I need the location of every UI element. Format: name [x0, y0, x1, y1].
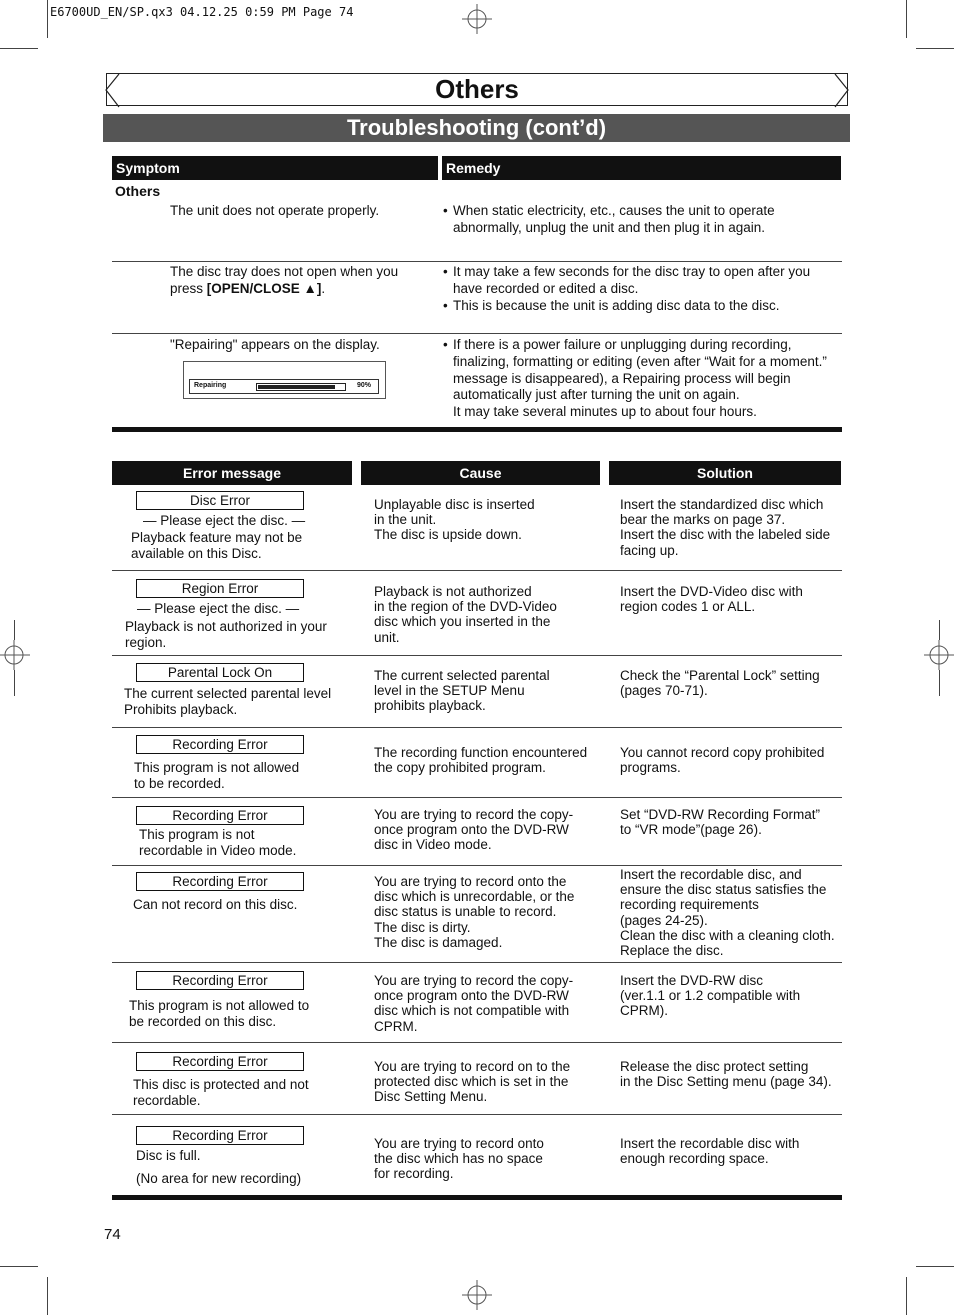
error-display-box: Recording Error	[136, 1052, 304, 1071]
crop-mark	[47, 1277, 48, 1315]
cause-line: in the unit.	[374, 512, 437, 528]
crop-mark	[939, 670, 940, 696]
error-display-box: Disc Error	[136, 491, 304, 510]
solution-line: Insert the disc with the labeled side	[620, 527, 831, 543]
error-message-header: Error message	[112, 461, 352, 485]
solution-line: Insert the DVD-Video disc with	[620, 584, 803, 599]
page-number: 74	[104, 1226, 121, 1243]
row-divider	[112, 727, 842, 728]
error-message-line: — Please eject the disc. —	[137, 601, 300, 616]
solution-cell	[620, 867, 845, 958]
display-percent: 90%	[357, 382, 372, 389]
cause-line: You are trying to record onto the	[374, 874, 567, 889]
row-divider	[112, 655, 842, 656]
cause-line: CPRM.	[374, 1018, 418, 1034]
error-message-line: The current selected parental level	[124, 686, 332, 701]
cause-line: the copy prohibited program.	[374, 760, 546, 776]
cause-line: Playback is not authorized	[374, 584, 532, 599]
error-message-line: to be recorded.	[134, 776, 225, 791]
error-message-line: Prohibits playback.	[124, 702, 238, 717]
cause-line: in the region of the DVD-Video	[374, 599, 557, 615]
error-display-box: Region Error	[136, 579, 304, 598]
solution-line: facing up.	[620, 542, 679, 558]
solution-line: Insert the standardized disc which	[620, 497, 824, 512]
cause-line: You are trying to record on to the	[374, 1059, 571, 1074]
row-divider	[112, 570, 842, 571]
crop-mark	[916, 1266, 954, 1267]
cause-line: Unplayable disc is inserted	[374, 497, 535, 512]
solution-line: Insert the recordable disc, and	[620, 867, 802, 882]
cause-line: disc in Video mode.	[374, 837, 492, 853]
remedy-list	[443, 203, 823, 237]
cause-header: Cause	[361, 461, 600, 485]
table-bottom-rule	[112, 1195, 842, 1200]
solution-line: programs.	[620, 760, 681, 776]
row-divider	[112, 1114, 842, 1115]
error-display-box: Recording Error	[136, 872, 304, 891]
remedy-list	[443, 337, 843, 421]
error-message-line: be recorded on this disc.	[129, 1014, 277, 1029]
crop-mark	[14, 670, 15, 696]
solution-line: ensure the disc status satisfies the	[620, 882, 827, 898]
solution-line: recording requirements	[620, 897, 759, 913]
solution-cell	[620, 584, 845, 614]
remedy-list	[443, 264, 833, 314]
crop-mark	[906, 0, 907, 38]
section-label-others: Others	[115, 183, 161, 199]
cause-line: You are trying to record onto	[374, 1136, 544, 1151]
solution-line: You cannot record copy prohibited	[620, 745, 825, 760]
cause-cell	[374, 745, 604, 775]
solution-line: in the Disc Setting menu (page 34).	[620, 1074, 832, 1090]
error-message-line: recordable in Video mode.	[139, 843, 297, 858]
error-message-line: Disc is full.	[136, 1148, 201, 1163]
error-message-line: This disc is protected and not	[133, 1077, 309, 1092]
symptom-text-part: press	[170, 280, 207, 296]
cause-line: The disc is damaged.	[374, 934, 503, 950]
solution-cell	[620, 668, 845, 698]
crop-mark	[0, 48, 38, 49]
open-close-key: [OPEN/CLOSE ▲]	[206, 280, 322, 296]
row-divider	[112, 797, 842, 798]
remedy-item: • When static electricity, etc., causes the unit to operate abnormally, unplug the unit and then plug it in again.	[443, 203, 823, 237]
solution-line: (pages 70-71).	[620, 683, 708, 699]
cause-line: The disc is dirty.	[374, 919, 471, 935]
row-divider	[112, 1042, 842, 1043]
symptom-text-part: .	[321, 280, 326, 296]
cause-line: protected disc which is set in the	[374, 1074, 569, 1090]
remedy-note: It may take several minutes up to about four hours.	[453, 404, 757, 420]
row-divider	[112, 962, 842, 963]
display-label: Repairing	[194, 382, 227, 389]
solution-line: Insert the DVD-RW disc	[620, 973, 764, 988]
solution-line: region codes 1 or ALL.	[620, 599, 756, 615]
remedy-item: • It may take a few seconds for the disc tray to open after you have recorded or edited a disc.	[443, 264, 833, 298]
error-message-line: recordable.	[133, 1093, 201, 1108]
crop-mark	[14, 620, 15, 640]
cause-cell	[374, 807, 604, 853]
error-message-line: Playback feature may not be	[131, 530, 303, 545]
solution-line: enough recording space.	[620, 1151, 769, 1167]
error-message-line: available on this Disc.	[131, 546, 262, 561]
crop-mark	[47, 0, 48, 38]
error-message-line: This program is not allowed to	[129, 998, 310, 1013]
cause-line: disc which is not compatible with	[374, 1003, 570, 1019]
cause-cell	[374, 1136, 604, 1182]
cause-line: prohibits playback.	[374, 698, 486, 714]
solution-cell	[620, 807, 845, 837]
cause-line: disc status is unable to record.	[374, 904, 557, 920]
solution-cell	[620, 973, 845, 1019]
solution-line: CPRM).	[620, 1003, 668, 1019]
registration-mark-bottom	[462, 1280, 492, 1310]
crop-mark	[0, 1266, 38, 1267]
solution-line: bear the marks on page 37.	[620, 512, 786, 528]
crop-mark	[916, 48, 954, 49]
error-display-box: Recording Error	[136, 735, 304, 754]
crop-mark	[906, 1277, 907, 1315]
solution-line: to “VR mode”(page 26).	[620, 822, 762, 838]
error-message-line: Playback is not authorized in your	[125, 619, 327, 634]
cause-line: the disc which has no space	[374, 1151, 543, 1167]
cause-cell	[374, 1059, 604, 1105]
page-title: Others	[435, 74, 519, 104]
solution-cell	[620, 1136, 845, 1166]
error-message-line: This program is not allowed	[134, 760, 300, 775]
symptom-line	[170, 281, 435, 298]
cause-line: disc which you inserted in the	[374, 614, 551, 630]
solution-line: Release the disc protect setting	[620, 1059, 809, 1074]
error-display-box: Recording Error	[136, 806, 304, 825]
remedy-item: • This is because the unit is adding disc data to the disc.	[443, 298, 833, 315]
table-bottom-rule	[112, 427, 842, 432]
cause-line: Disc Setting Menu.	[374, 1089, 488, 1105]
cause-cell	[374, 584, 604, 645]
symptom-text: "Repairing" appears on the display.	[170, 337, 380, 352]
cause-line: You are trying to record the copy-	[374, 807, 574, 822]
solution-line: Check the “Parental Lock” setting	[620, 668, 820, 683]
cause-line: for recording.	[374, 1166, 454, 1182]
cause-line: level in the SETUP Menu	[374, 683, 525, 699]
cause-line: The current selected parental	[374, 668, 550, 683]
repair-progress-fill	[258, 385, 335, 389]
solution-cell	[620, 1059, 845, 1089]
cause-cell	[374, 874, 604, 950]
row-divider	[112, 261, 842, 262]
print-slug: E6700UD_EN/SP.qx3 04.12.25 0:59 PM Page 74	[50, 5, 354, 19]
cause-line: disc which is unrecordable, or the	[374, 889, 575, 905]
error-display-box: Recording Error	[136, 971, 304, 990]
remedy-item: • If there is a power failure or unplugging during recording, finalizing, formatting or editing (even after “Wait for a moment.” message is disappeared), a Repairing process will begin automatically just after turning the unit on again.	[443, 337, 843, 404]
cause-cell	[374, 668, 604, 714]
cause-line: unit.	[374, 629, 400, 645]
symptom-line: The disc tray does not open when you	[170, 264, 399, 279]
cause-cell	[374, 497, 604, 543]
solution-line: (ver.1.1 or 1.2 compatible with	[620, 988, 801, 1004]
symptom-text	[170, 264, 435, 298]
cause-line: The disc is upside down.	[374, 527, 522, 543]
solution-line: Insert the recordable disc with	[620, 1136, 800, 1151]
solution-line: (pages 24-25).	[620, 912, 708, 928]
repair-progress-bar	[256, 383, 346, 391]
error-display-box: Recording Error	[136, 1126, 304, 1145]
solution-line: Set “DVD-RW Recording Format”	[620, 807, 821, 822]
error-display-box: Parental Lock On	[136, 663, 304, 682]
cause-line: once program onto the DVD-RW	[374, 988, 569, 1004]
error-message-line: region.	[125, 635, 167, 650]
registration-mark-left	[0, 640, 30, 670]
solution-cell	[620, 497, 845, 558]
row-divider	[112, 865, 842, 866]
symptom-text: The unit does not operate properly.	[170, 203, 380, 218]
row-divider	[112, 333, 842, 334]
error-message-line: (No area for new recording)	[136, 1171, 302, 1186]
solution-line: Clean the disc with a cleaning cloth.	[620, 927, 835, 943]
solution-cell	[620, 745, 845, 775]
symptom-header: Symptom	[112, 156, 438, 180]
remedy-header: Remedy	[442, 156, 841, 180]
cause-line: once program onto the DVD-RW	[374, 822, 569, 838]
section-subtitle: Troubleshooting (cont’d)	[346, 115, 607, 140]
registration-mark-top	[462, 4, 492, 34]
registration-mark-right	[924, 640, 954, 670]
error-message-line: Can not record on this disc.	[133, 897, 298, 912]
cause-line: The recording function encountered	[374, 745, 588, 760]
error-message-line: This program is not	[139, 827, 255, 842]
solution-line: Replace the disc.	[620, 943, 724, 959]
cause-cell	[374, 973, 604, 1034]
crop-mark	[939, 620, 940, 640]
cause-line: You are trying to record the copy-	[374, 973, 574, 988]
error-message-line: — Please eject the disc. —	[143, 513, 306, 528]
solution-header: Solution	[609, 461, 841, 485]
